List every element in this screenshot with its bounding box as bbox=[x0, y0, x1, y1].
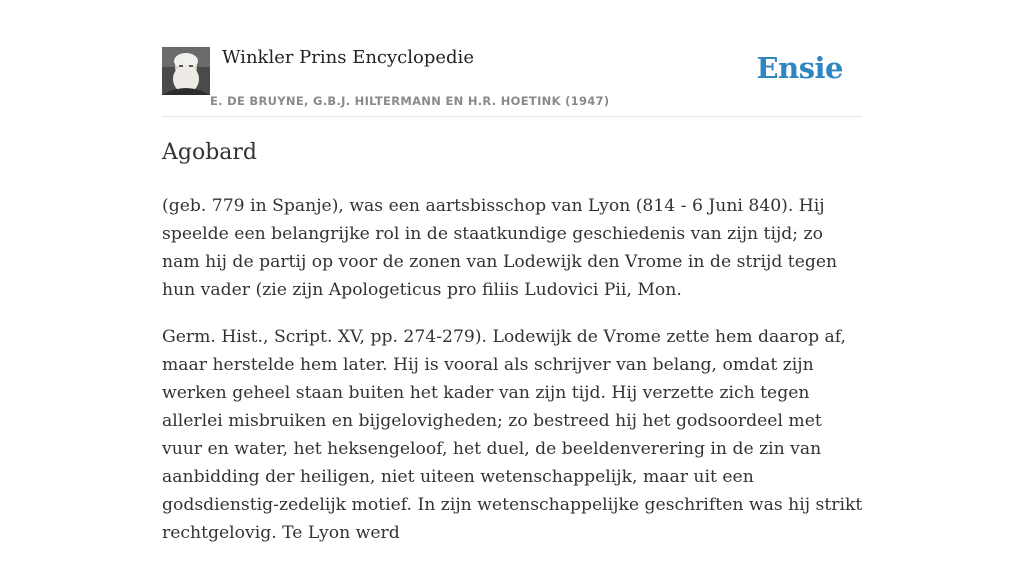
portrait-avatar-icon[interactable] bbox=[162, 47, 210, 95]
publication-header bbox=[162, 46, 862, 117]
article-title: Agobard bbox=[162, 140, 258, 165]
publication-title[interactable]: Winkler Prins Encyclopedie bbox=[222, 47, 474, 68]
ensie-brand-logo[interactable]: Ensie bbox=[756, 51, 843, 85]
article-paragraph-1: (geb. 779 in Spanje), was een aartsbisschop van Lyon (814 - 6 Juni 840). Hij speelde een belangrijke rol in de staatkundige geschiedenis van zijn tijd; zo nam hij de partij op voor de zonen van Lodewijk den Vrome in de strijd tegen hun vader (zie zijn Apologeticus pro filiis Ludovici Pii, Mon. bbox=[162, 196, 838, 300]
article-paragraph-2: Germ. Hist., Script. XV, pp. 274-279). Lodewijk de Vrome zette hem daarop af, maar herstelde hem later. Hij is vooral als schrijver van belang, omdat zijn werken geheel staan buiten het kader van zijn tijd. Hij verzette zich tegen allerlei misbruiken en bijgelovigheden; zo bestreed hij het godsoordeel met vuur en water, het heksengeloof, het duel, de beeldenverering in de zin van aanbidding der heiligen, niet uiteen wetenschappelijk, maar uit een godsdienstig-zedelijk motief. In zijn wetenschappelijke geschriften was hij strikt rechtgelovig. Te Lyon werd bbox=[162, 327, 863, 543]
publication-authors: E. DE BRUYNE, G.B.J. HILTERMANN EN H.R. HOETINK (1947) bbox=[210, 94, 610, 108]
article-body bbox=[162, 192, 866, 566]
